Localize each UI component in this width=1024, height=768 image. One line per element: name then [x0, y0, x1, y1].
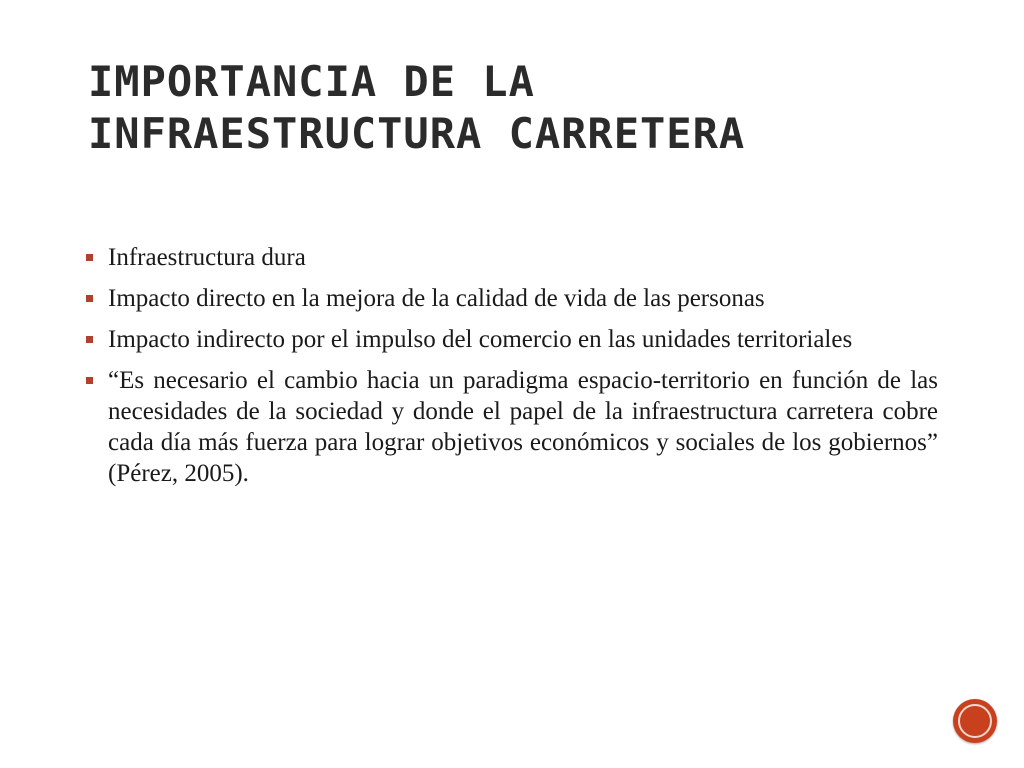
list-item-text: “Es necesario el cambio hacia un paradigma espacio-territorio en función de las necesidades de la sociedad y donde el papel de la infraestructura carretera cobre cada día más fuerza para lograr objetivos económicos y sociales de los gobiernos” (Pérez, 2005).: [108, 367, 938, 487]
bullet-list: [86, 242, 938, 499]
list-item: [86, 242, 938, 273]
circle-ring-icon: [958, 704, 992, 738]
slide-title: IMPORTANCIA DE LA INFRAESTRUCTURA CARRETERA: [88, 57, 746, 158]
square-bullet-icon: [86, 254, 93, 261]
list-item: [86, 365, 938, 489]
square-bullet-icon: [86, 336, 93, 343]
list-item-text: Impacto indirecto por el impulso del comercio en las unidades territoriales: [108, 326, 853, 353]
list-item-text: Impacto directo en la mejora de la calidad de vida de las personas: [108, 285, 765, 312]
slide-nav-button[interactable]: [953, 699, 997, 743]
list-item-text: Infraestructura dura: [108, 244, 306, 271]
list-item: [86, 283, 938, 314]
square-bullet-icon: [86, 295, 93, 302]
list-item: [86, 324, 938, 355]
square-bullet-icon: [86, 377, 93, 384]
